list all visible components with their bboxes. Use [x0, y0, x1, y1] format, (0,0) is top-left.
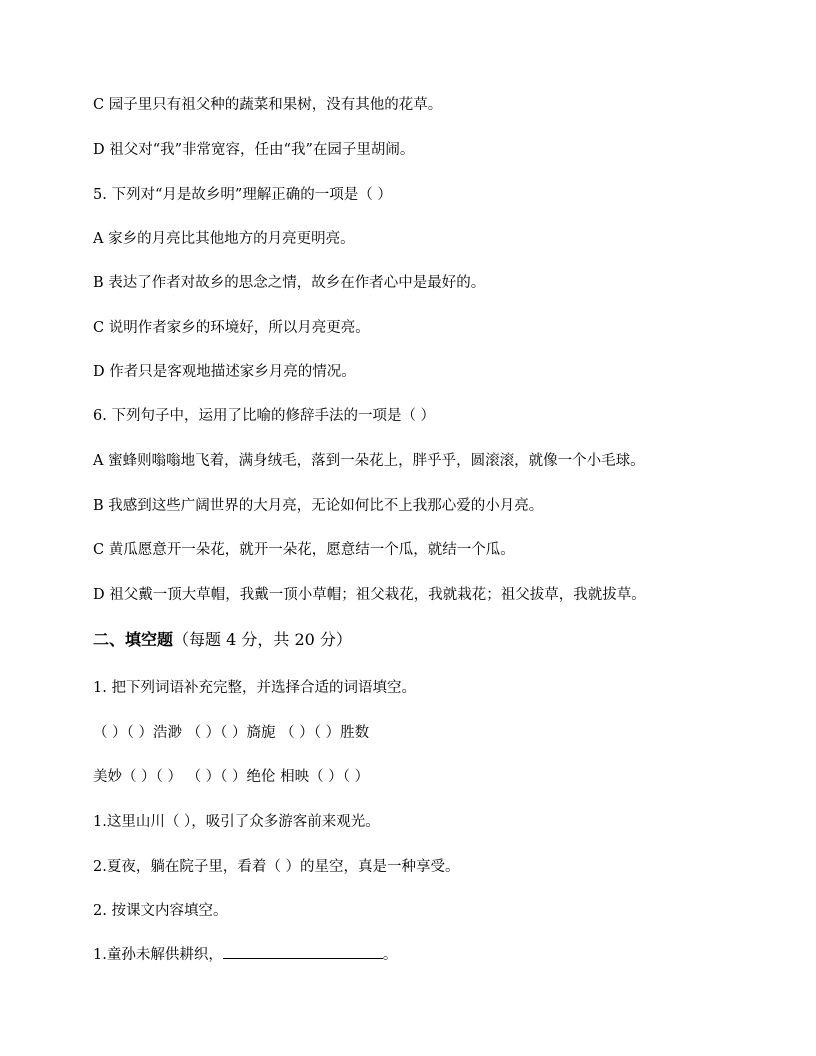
section-heading: [93, 629, 352, 651]
poem-fill-suffix: 。: [382, 947, 398, 963]
option-d-q6: D 祖父戴一顶大草帽，我戴一顶小草帽；祖父栽花，我就栽花；祖父拔草，我就拔草。: [93, 587, 646, 603]
option-a-q5: A 家乡的月亮比其他地方的月亮更明亮。: [93, 231, 355, 247]
option-d-q4: D 祖父对“我”非常宽容，任由“我”在园子里胡闹。: [93, 142, 415, 158]
fill-sentence-1: 1.这里山川（ ），吸引了众多游客前来观光。: [93, 814, 380, 830]
option-b-q6: B 我感到这些广阔世界的大月亮，无论如何比不上我那心爱的小月亮。: [93, 498, 544, 514]
fill-question-2: 2. 按课文内容填空。: [93, 903, 228, 919]
poem-fill-line: [93, 945, 397, 965]
option-c-q4: C 园子里只有祖父种的蔬菜和果树，没有其他的花草。: [93, 97, 443, 113]
option-c-q5: C 说明作者家乡的环境好，所以月亮更亮。: [93, 320, 370, 336]
fill-question-1: 1. 把下列词语补充完整，并选择合适的词语填空。: [93, 680, 416, 696]
section-title-bold: 二、填空题: [93, 630, 174, 649]
option-c-q6: C 黄瓜愿意开一朵花，就开一朵花，愿意结一个瓜，就结一个瓜。: [93, 542, 515, 558]
poem-fill-prefix: 1.童孙未解供耕织，: [93, 947, 223, 963]
section-title-note: （每题 4 分，共 20 分）: [173, 630, 352, 649]
question-6: 6. 下列句子中，运用了比喻的修辞手法的一项是（ ）: [93, 408, 436, 424]
question-5: 5. 下列对“月是故乡明”理解正确的一项是（ ）: [93, 187, 392, 203]
word-blanks-row-2: 美妙（ ）（ ） （ ）（ ）绝伦 相映（ ）（ ）: [93, 769, 370, 785]
fill-sentence-2: 2.夏夜，躺在院子里，看着（ ）的星空，真是一种享受。: [93, 859, 460, 875]
answer-blank[interactable]: [223, 946, 383, 959]
option-b-q5: B 表达了作者对故乡的思念之情，故乡在作者心中是最好的。: [93, 275, 486, 291]
word-blanks-row-1: （ ）（ ）浩渺 （ ）（ ）旖旎 （ ）（ ）胜数: [93, 725, 370, 741]
option-d-q5: D 作者只是客观地描述家乡月亮的情况。: [93, 364, 356, 380]
option-a-q6: A 蜜蜂则嗡嗡地飞着，满身绒毛，落到一朵花上，胖乎乎，圆滚滚，就像一个小毛球。: [93, 453, 645, 469]
